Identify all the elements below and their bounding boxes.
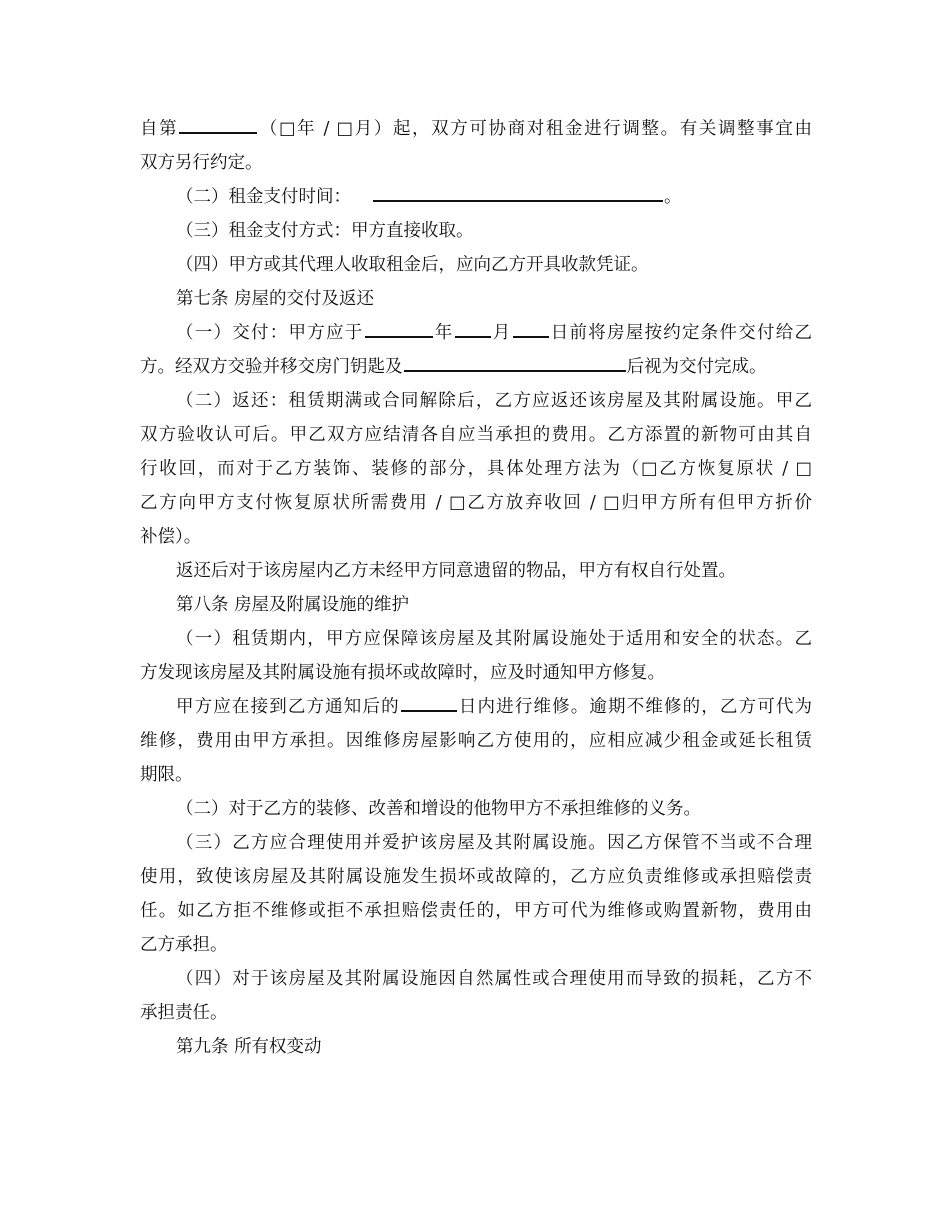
article-9-heading: 第九条 所有权变动 [176,1037,322,1057]
return-line-5: 补偿）。 [140,527,202,547]
document-page [140,112,812,1064]
left-items-clause: 返还后对于该房屋内乙方未经甲方同意遗留的物品，甲方有权自行处置。 [176,561,736,581]
proper-use-line-4: 乙方承担。 [140,935,228,955]
return-line-2: 双方验收认可后。甲乙双方应结清各自应当承担的费用。乙方添置的新物可由其自 [140,425,812,445]
improvements-clause: （二）对于乙方的装修、改善和增设的他物甲方不承担维修的义务。 [176,799,701,819]
text-segment: 方。经双方交验并移交房门钥匙及 [140,357,403,377]
return-line-4: 乙方向甲方支付恢复原状所需费用 / □乙方放弃收回 / □归甲方所有但甲方折价 [140,493,812,513]
article-8-heading: 第八条 房屋及附属设施的维护 [176,595,410,615]
wear-line-1: （四）对于该房屋及其附属设施因自然属性或合理使用而导致的损耗，乙方不 [176,969,812,989]
text-segment: 甲方应在接到乙方通知后的 [176,697,400,717]
rent-payment-method: （三）租金支付方式：甲方直接收取。 [176,221,474,241]
text-segment: （一）交付：甲方应于 [176,323,364,343]
maintenance-line-1: （一）租赁期内，甲方应保障该房屋及其附属设施处于适用和安全的状态。乙 [176,629,812,649]
rent-receipt-clause: （四）甲方或其代理人收取租金后，应向乙方开具收款凭证。 [176,255,649,275]
blank-field-delivery-month[interactable] [455,322,491,338]
blank-field-delivery-day[interactable] [513,322,549,338]
delivery-line-2 [140,350,812,384]
repair-line-2: 维修，费用由甲方承担。因维修房屋影响乙方使用的，应相应减少租金或延长租赁 [140,731,812,751]
proper-use-line-2: 使用，致使该房屋及其附属设施发生损坏或故障的，乙方应负责维修或承担赔偿责 [140,867,812,887]
text-segment: 后视为交付完成。 [626,357,767,377]
repair-line-3: 期限。 [140,765,193,785]
text-segment: 日前将房屋按约定条件交付给乙 [549,323,812,343]
blank-field-adjust-period[interactable] [179,118,257,134]
blank-field-delivery-year[interactable] [365,322,433,338]
repair-line-1 [140,690,812,724]
text-segment: （二）租金支付时间： [176,187,351,207]
article-7-heading: 第七条 房屋的交付及返还 [176,289,375,309]
text-segment: 月 [491,323,512,343]
rent-payment-time [140,180,812,214]
rent-adjust-line-2: 双方另行约定。 [140,153,263,173]
blank-field-payment-time[interactable] [373,186,663,202]
maintenance-line-2: 方发现该房屋及其附属设施有损坏或故障时，应及时通知甲方修复。 [140,663,665,683]
return-line-3: 行收回，而对于乙方装饰、装修的部分，具体处理方法为（□乙方恢复原状 / □ [140,459,812,479]
delivery-line-1 [140,316,812,350]
text-segment: （□年 / □月）起，双方可协商对租金进行调整。有关调整事宜由 [258,119,813,139]
rent-adjust-line-1 [140,112,812,146]
proper-use-line-1: （三）乙方应合理使用并爱护该房屋及其附属设施。因乙方保管不当或不合理 [176,833,812,853]
return-line-1: （二）返还：租赁期满或合同解除后，乙方应返还该房屋及其附属设施。甲乙 [176,391,812,411]
text-segment: 年 [433,323,454,343]
wear-line-2: 承担责任。 [140,1003,228,1023]
proper-use-line-3: 任。如乙方拒不维修或拒不承担赔偿责任的，甲方可代为维修或购置新物，费用由 [140,901,812,921]
text-segment: 。 [664,187,682,207]
blank-field-delivery-items[interactable] [404,356,626,372]
text-segment: 自第 [140,119,179,139]
text-segment: 日内进行维修。逾期不维修的，乙方可代为 [457,697,813,717]
blank-field-repair-days[interactable] [401,696,457,712]
